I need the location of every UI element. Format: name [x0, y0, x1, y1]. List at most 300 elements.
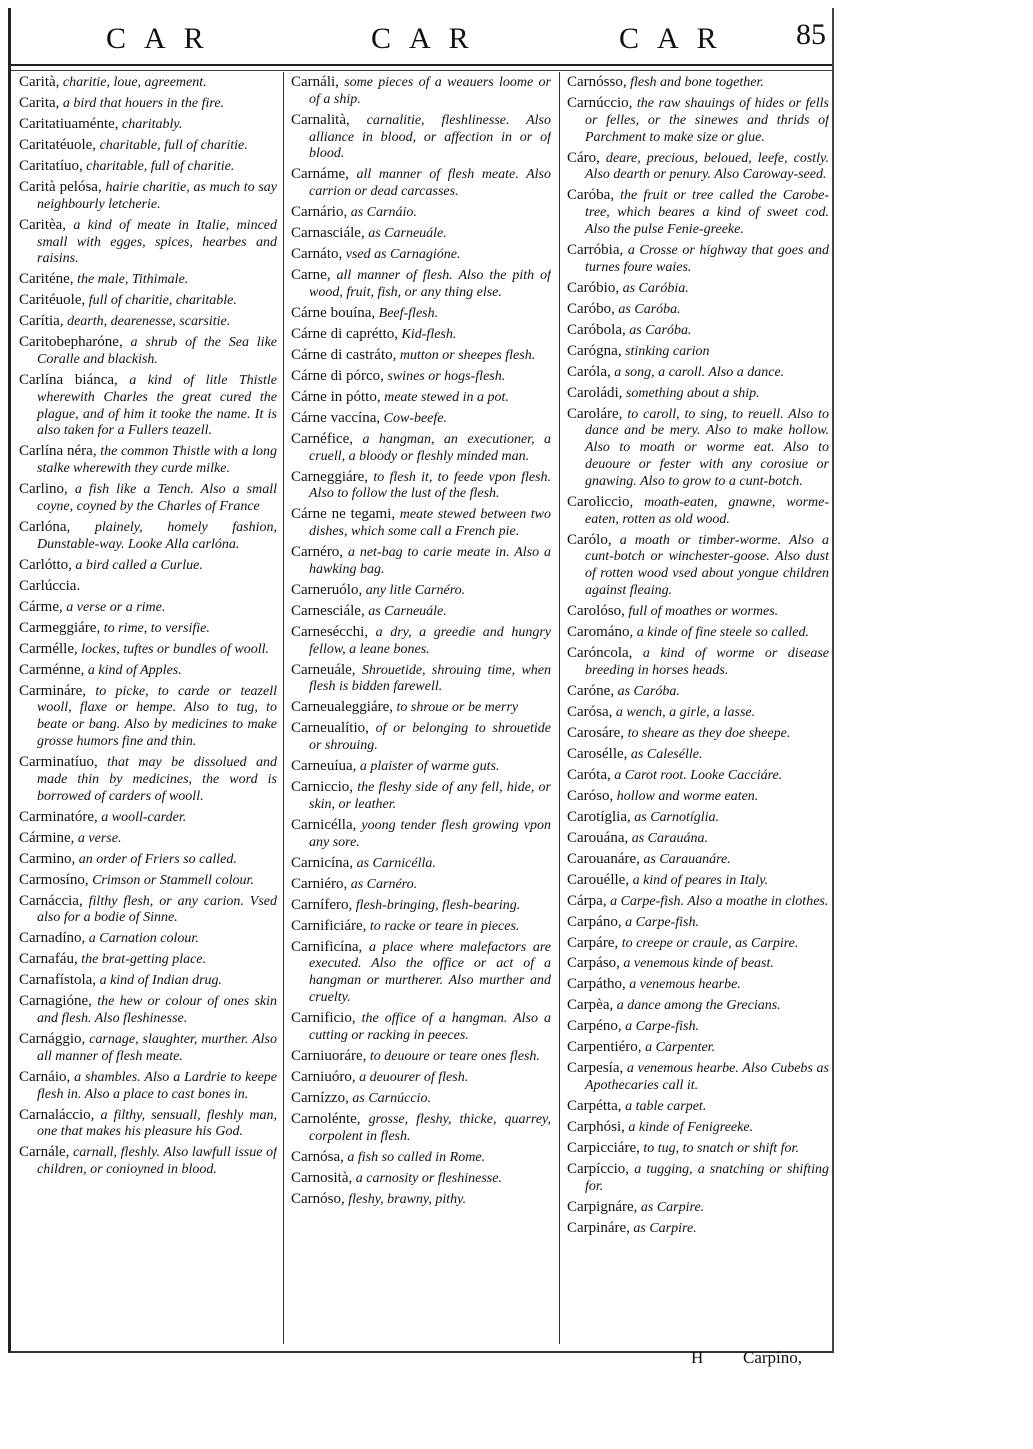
dictionary-entry	[291, 1010, 551, 1045]
dictionary-entry	[19, 754, 277, 805]
dictionary-entry	[291, 720, 551, 755]
dictionary-entry	[19, 334, 277, 369]
definition: as Carneuále.	[368, 226, 447, 242]
dictionary-entry	[291, 389, 551, 407]
dictionary-entry	[19, 313, 277, 331]
headword: Carniéro,	[291, 875, 348, 892]
definition: hairie charitie, as much to say neighbourly letcherie.	[37, 179, 277, 212]
definition: dearth, dearenesse, scarsitie.	[67, 314, 231, 330]
column-2	[291, 74, 551, 1339]
headword: Carpíccio,	[567, 1161, 630, 1178]
dictionary-entry	[291, 779, 551, 814]
headword: Carouanáre,	[567, 850, 640, 867]
headword: Carpáno,	[567, 913, 622, 930]
headword: Carnagióne,	[19, 993, 92, 1010]
headword: Cárne bouína,	[291, 304, 376, 321]
headword: Cárne vaccína,	[291, 409, 381, 426]
definition: a hangman, an executioner, a cruell, a bloody or fleshly minded man.	[309, 431, 551, 464]
headword: Carita,	[19, 94, 60, 111]
definition: all manner of flesh meate. Also carrion or dead carcasses.	[309, 167, 551, 200]
definition: a net-bag to carie meate in. Also a hawking bag.	[309, 545, 551, 577]
dictionary-entry	[567, 1060, 829, 1095]
headword: Cariténe,	[19, 271, 74, 288]
dictionary-entry	[567, 851, 829, 869]
definition: to picke, to carde or teazell wooll, flaxe or hempe. Also to tug, to beate or bang. Also by medicines to make grosse humors fine and thin.	[37, 683, 277, 750]
headword: Caroláre,	[567, 405, 623, 422]
dictionary-entry	[567, 1161, 829, 1196]
definition: a deuourer of flesh.	[359, 1069, 469, 1085]
page-number: 85	[796, 18, 826, 51]
dictionary-entry	[567, 1039, 829, 1057]
dictionary-entry	[567, 1220, 829, 1238]
definition: to flesh it, to feede vpon flesh. Also to follow the lust of the flesh.	[309, 469, 551, 502]
dictionary-entry	[291, 624, 551, 659]
dictionary-entry	[291, 112, 551, 163]
definition: a Carot root. Looke Cacciáre.	[614, 767, 783, 783]
definition: swines or hogs-flesh.	[387, 368, 506, 384]
definition: flesh and bone together.	[630, 75, 764, 90]
dictionary-entry	[19, 158, 277, 176]
headword: Carlótto,	[19, 556, 72, 573]
headword: Caróbo,	[567, 300, 615, 317]
dictionary-entry	[19, 372, 277, 440]
dictionary-entry	[19, 578, 277, 596]
headword: Caróla,	[567, 363, 611, 380]
definition: a venemous hearbe. Also Cubebs as Apothecaries call it.	[585, 1061, 829, 1094]
dictionary-entry	[567, 74, 829, 92]
definition: something about a ship.	[625, 385, 760, 401]
definition: a tugging, a snatching or shifting for.	[585, 1162, 829, 1194]
definition: a Carnation colour.	[88, 931, 199, 947]
headword: Carotíglia,	[567, 808, 631, 825]
dictionary-entry	[19, 851, 277, 869]
headword: Carosáre,	[567, 724, 625, 741]
headword: Carnesécchi,	[291, 623, 369, 640]
definition: as Caróba.	[618, 301, 681, 317]
headword: Carminatóre,	[19, 808, 98, 825]
dictionary-entry	[19, 271, 277, 289]
dictionary-entry	[567, 322, 829, 340]
dictionary-entry	[19, 993, 277, 1028]
running-head-left: CAR	[106, 22, 222, 55]
headword: Carmeggiáre,	[19, 619, 101, 636]
dictionary-entry	[567, 645, 829, 680]
headword: Carmino,	[19, 850, 76, 867]
dictionary-entry	[19, 443, 277, 478]
definition: carnalitie, fleshlinesse. Also alliance in blood, or affection in or of blood.	[309, 112, 551, 162]
definition: a verse or a rime.	[66, 599, 166, 615]
definition: all manner of flesh. Also the pith of wood, fruit, fish, or any thing else.	[309, 268, 551, 300]
definition: charitie, loue, agreement.	[62, 75, 207, 90]
headword: Carne,	[291, 267, 331, 284]
definition: Cow-beefe.	[383, 410, 447, 426]
definition: the fleshy side of any fell, hide, or skin, or leather.	[309, 780, 551, 812]
dictionary-entry	[567, 150, 829, 185]
dictionary-entry	[19, 893, 277, 928]
dictionary-entry	[291, 204, 551, 222]
dictionary-entry	[19, 1144, 277, 1179]
headword: Carneuále,	[291, 661, 356, 678]
headword: Carróbia,	[567, 241, 624, 258]
definition: a Carpenter.	[645, 1040, 716, 1056]
dictionary-entry	[291, 1048, 551, 1066]
headword: Carità,	[19, 74, 60, 90]
definition: a bird that houers in the fire.	[62, 95, 225, 111]
definition: vsed as Carnagióne.	[345, 247, 461, 263]
headword: Carománo,	[567, 623, 634, 640]
dictionary-entry	[19, 481, 277, 516]
dictionary-entry	[567, 1098, 829, 1116]
running-head-right: CAR	[619, 22, 735, 55]
definition: the brat-getting place.	[81, 952, 207, 968]
dictionary-entry	[291, 74, 551, 109]
definition: as Carnéro.	[350, 876, 418, 892]
dictionary-entry	[291, 662, 551, 697]
definition: to caroll, to sing, to reuell. Also to dance and be mery. Also to make hollow. Also to moath or worme eat. Also to deuoure or fester with any corosiue or gnawing. Also to grow to a cunt-botch.	[585, 406, 829, 489]
headword: Caritatéuole,	[19, 136, 97, 153]
dictionary-entry	[291, 1111, 551, 1146]
dictionary-entry	[291, 431, 551, 466]
definition: a kinde of Fenigreeke.	[628, 1120, 754, 1136]
definition: mutton or sheepes flesh.	[399, 347, 536, 363]
dictionary-entry	[291, 1069, 551, 1087]
headword: Carpáso,	[567, 955, 620, 972]
dictionary-entry	[567, 1018, 829, 1036]
definition: a kind of meate in Italie, minced small with egges, spices, hearbes and raisins.	[37, 217, 277, 267]
dictionary-entry	[19, 1069, 277, 1104]
signature-mark: H	[691, 1348, 704, 1367]
headword: Carolóso,	[567, 602, 625, 619]
headword: Caritobepharóne,	[19, 334, 123, 351]
dictionary-entry	[567, 1119, 829, 1137]
dictionary-entry	[291, 544, 551, 579]
definition: a fish like a Tench. Also a small coyne, coyned by the Charles of France	[37, 482, 277, 514]
dictionary-entry	[19, 179, 277, 214]
headword: Cárme,	[19, 598, 63, 615]
definition: the fruit or tree called the Carobe-tree, which beares a kind of sweet cod. Also the pulse Fenie-greeke.	[585, 188, 829, 237]
headword: Carnalità,	[291, 111, 350, 128]
dictionary-entry	[19, 972, 277, 990]
definition: charitable, full of charitie.	[86, 158, 235, 174]
dictionary-entry	[19, 599, 277, 617]
definition: full of charitie, charitable.	[88, 293, 237, 309]
definition: a Carpe-fish. Also a moathe in clothes.	[610, 893, 829, 909]
definition: as Caróba.	[629, 322, 692, 338]
definition: a dance among the Grecians.	[616, 998, 781, 1014]
headword: Carniuóro,	[291, 1068, 356, 1085]
definition: a Carpe-fish.	[625, 1019, 699, 1035]
definition: a shrub of the Sea like Coralle and blackish.	[37, 335, 277, 368]
headword: Caritèa,	[19, 216, 67, 233]
definition: grosse, fleshy, thicke, quarrey, corpolent in flesh.	[309, 1111, 551, 1144]
definition: carnage, slaughter, murther. Also all manner of flesh meate.	[37, 1032, 277, 1064]
dictionary-entry	[19, 641, 277, 659]
page-header	[11, 8, 832, 64]
headword: Carnósso,	[567, 74, 627, 90]
definition: to deuoure or teare ones flesh.	[369, 1048, 540, 1064]
definition: meate stewed in a pot.	[384, 389, 509, 405]
dictionary-entry	[567, 1140, 829, 1158]
dictionary-entry	[291, 368, 551, 386]
definition: a wooll-carder.	[101, 809, 187, 825]
headword: Carnáto,	[291, 246, 343, 263]
definition: that may be dissolued and made thin by medicines, the word is borrowed of carders of wooll.	[37, 755, 277, 804]
headword: Carminatíuo,	[19, 754, 98, 771]
dictionary-entry	[291, 267, 551, 302]
definition: Beef-flesh.	[378, 305, 439, 321]
headword: Carmélle,	[19, 640, 78, 657]
headword: Carnósa,	[291, 1148, 344, 1165]
definition: to racke or teare in pieces.	[369, 918, 520, 934]
dictionary-entry	[19, 292, 277, 310]
headword: Cárne di castráto,	[291, 346, 397, 363]
dictionary-entry	[567, 725, 829, 743]
headword: Carógna,	[567, 342, 622, 359]
dictionary-entry	[19, 519, 277, 554]
definition: a dry, a greedie and hungry fellow, a leane bones.	[309, 624, 551, 657]
dictionary-entry	[291, 1191, 551, 1209]
headword: Carmináre,	[19, 682, 87, 699]
definition: a song, a caroll. Also a dance.	[614, 364, 785, 380]
definition: meate stewed between two dishes, which some call a French pie.	[309, 507, 551, 540]
headword: Carneggiáre,	[291, 468, 369, 485]
headword: Carnicína,	[291, 854, 354, 871]
headword: Carnadíno,	[19, 930, 86, 947]
definition: Crimson or Stammell colour.	[92, 872, 254, 888]
running-head-center: CAR	[371, 22, 487, 55]
headword: Carnário,	[291, 204, 348, 221]
headword: Carneruólo,	[291, 581, 363, 598]
definition: carnall, fleshly. Also lawfull issue of children, or conioyned in blood.	[37, 1145, 277, 1178]
headword: Carniccio,	[291, 779, 354, 796]
headword: Carnicélla,	[291, 816, 357, 833]
dictionary-entry	[567, 914, 829, 932]
headword: Carosélle,	[567, 745, 628, 762]
definition: the male, Tithimale.	[77, 272, 189, 288]
definition: a kind of worme or disease breeding in horses heads.	[585, 645, 829, 678]
dictionary-entry	[291, 166, 551, 201]
definition: deare, precious, beloued, leefe, costly. Also dearth or penury. Also Caroway-seed.	[585, 150, 829, 183]
definition: a Crosse or highway that goes and turnes foure waies.	[585, 242, 829, 275]
headword: Carouélle,	[567, 871, 630, 888]
headword: Carnificio,	[291, 1010, 356, 1027]
definition: as Carpire.	[633, 1220, 697, 1236]
dictionary-entry	[567, 385, 829, 403]
definition: filthy flesh, or any carion. Vsed also for a bodie of Sinne.	[37, 893, 277, 926]
definition: the office of a hangman. Also a cutting or racking in peeces.	[309, 1011, 551, 1043]
dictionary-entry	[567, 95, 829, 146]
headword: Carólo,	[567, 531, 612, 548]
definition: as Carnotíglia.	[634, 809, 720, 825]
definition: some pieces of a weauers loome or of a ship.	[309, 75, 551, 107]
dictionary-entry	[567, 683, 829, 701]
headword: Carpicciáre,	[567, 1140, 640, 1157]
headword: Cármine,	[19, 829, 75, 846]
dictionary-entry	[291, 897, 551, 915]
headword: Cáro,	[567, 149, 600, 166]
definition: a moath or timber-worme. Also a cunt-botch or winchester-goose. Also dust of rotten wood vsed about yongue children against fleaing.	[585, 532, 829, 598]
definition: a carnosity or fleshinesse.	[355, 1170, 502, 1186]
headword: Carnáccia,	[19, 892, 83, 909]
dictionary-entry	[19, 116, 277, 134]
dictionary-entry	[567, 532, 829, 600]
definition: an order of Friers so called.	[78, 851, 237, 867]
definition: full of moathes or wormes.	[628, 603, 779, 619]
headword: Cárne di caprétto,	[291, 325, 399, 342]
definition: to sheare as they doe sheepe.	[627, 725, 791, 741]
dictionary-entry	[291, 506, 551, 541]
headword: Carnále,	[19, 1144, 70, 1161]
dictionary-entry	[567, 364, 829, 382]
dictionary-entry	[291, 582, 551, 600]
headword: Carnosità,	[291, 1169, 353, 1186]
dictionary-entry	[19, 951, 277, 969]
headword: Carpáre,	[567, 934, 619, 951]
definition: a kind of litle Thistle wherewith Charles the great cured the plague, and of him it tooke the name. It is also taken for a Fullers teazell.	[37, 373, 277, 439]
dictionary-entry	[567, 301, 829, 319]
headword: Caróta,	[567, 766, 611, 783]
dictionary-entry	[567, 704, 829, 722]
headword: Carósa,	[567, 703, 613, 720]
dictionary-entry	[19, 137, 277, 155]
definition: hollow and worme eaten.	[616, 788, 759, 804]
dictionary-entry	[19, 872, 277, 890]
definition: to tug, to snatch or shift for.	[643, 1141, 799, 1157]
dictionary-entry	[19, 95, 277, 113]
dictionary-entry	[291, 469, 551, 504]
dictionary-entry	[567, 603, 829, 621]
dictionary-entry	[567, 343, 829, 361]
definition: a kinde of fine steele so called.	[636, 624, 809, 640]
definition: charitably.	[122, 116, 183, 132]
headword: Caróba,	[567, 187, 615, 204]
definition: flesh-bringing, flesh-bearing.	[355, 897, 521, 913]
headword: Carlína néra,	[19, 443, 97, 460]
definition: yoong tender flesh growing vpon any sore.	[309, 817, 551, 850]
definition: any litle Carnéro.	[365, 582, 466, 598]
dictionary-entry	[291, 603, 551, 621]
headword: Caróso,	[567, 787, 614, 804]
definition: as Caróba.	[617, 683, 680, 699]
definition: a plaister of warme guts.	[359, 759, 500, 775]
definition: stinking carion	[625, 343, 710, 359]
definition: a table carpet.	[625, 1099, 707, 1115]
headword: Carpentiéro,	[567, 1039, 642, 1056]
definition: a shambles. Also a Lardrie to keepe flesh in. Also a place to cast bones in.	[37, 1069, 277, 1102]
headword: Carpignáre,	[567, 1198, 638, 1215]
headword: Carneualeggiáre,	[291, 699, 394, 716]
definition: a venemous hearbe.	[629, 977, 741, 993]
definition: the common Thistle with a long stalke wherewith they curde milke.	[37, 444, 277, 477]
headword: Cárne di pórco,	[291, 367, 384, 384]
dictionary-entry	[567, 935, 829, 953]
dictionary-entry	[567, 746, 829, 764]
headword: Carpesía,	[567, 1060, 624, 1077]
headword: Carnóso,	[291, 1190, 345, 1207]
dictionary-entry	[19, 930, 277, 948]
headword: Caritatíuo,	[19, 157, 83, 174]
dictionary-entry	[291, 876, 551, 894]
definition: as Calesélle.	[630, 746, 703, 762]
headword: Caróbola,	[567, 321, 626, 338]
dictionary-entry	[567, 872, 829, 890]
definition: Kid-flesh.	[401, 326, 457, 342]
headword: Carnaláccio,	[19, 1106, 95, 1123]
dictionary-entry	[19, 662, 277, 680]
dictionary-entry	[19, 809, 277, 827]
headword: Carphósi,	[567, 1119, 625, 1136]
dictionary-entry	[291, 699, 551, 717]
dictionary-entry	[567, 830, 829, 848]
definition: as Caróbia.	[622, 280, 689, 296]
definition: as Carpire.	[640, 1199, 705, 1215]
headword: Carpináre,	[567, 1219, 630, 1236]
headword: Carlóna,	[19, 518, 71, 535]
headword: Carneualítio,	[291, 720, 369, 737]
headword: Carnúccio,	[567, 94, 633, 111]
definition: lockes, tuftes or bundles of wooll.	[81, 641, 270, 657]
definition: as Carauána.	[631, 830, 708, 846]
definition: a fish so called in Rome.	[347, 1149, 486, 1165]
dictionary-entry	[19, 74, 277, 92]
dictionary-entry	[19, 620, 277, 638]
headword: Caroládi,	[567, 384, 623, 401]
headword: Carmosíno,	[19, 871, 89, 888]
dictionary-entry	[567, 280, 829, 298]
definition: a verse.	[77, 830, 122, 846]
definition: a bird called a Curlue.	[75, 557, 203, 573]
headword: Carnífero,	[291, 896, 353, 913]
dictionary-entry	[291, 1090, 551, 1108]
definition: a Carpe-fish.	[625, 914, 699, 930]
dictionary-entry	[291, 305, 551, 323]
dictionary-entry	[291, 347, 551, 365]
headword: Cárpa,	[567, 892, 607, 909]
dictionary-entry	[567, 976, 829, 994]
headword: Carouána,	[567, 829, 629, 846]
headword: Caróne,	[567, 682, 615, 699]
dictionary-entry	[567, 788, 829, 806]
definition: a kind of Apples.	[87, 662, 182, 678]
headword: Carpétta,	[567, 1098, 622, 1115]
definition: to rime, to versifie.	[103, 620, 210, 636]
column-divider-2	[559, 72, 560, 1344]
headword: Cárne in pótto,	[291, 388, 381, 405]
definition: the raw shauings of hides or fells or felles, or the sinewes and thrids of Parchment to make size or glue.	[585, 95, 829, 145]
headword: Carnolénte,	[291, 1110, 361, 1127]
definition: a filthy, sensuall, fleshly man, one that makes his pleasure his God.	[37, 1107, 277, 1140]
headword: Cárne ne tegami,	[291, 506, 396, 523]
dictionary-entry	[567, 494, 829, 529]
dictionary-entry	[19, 1107, 277, 1142]
headword: Carità pelósa,	[19, 178, 102, 195]
dictionary-entry	[291, 225, 551, 243]
dictionary-entry	[19, 217, 277, 268]
dictionary-entry	[567, 767, 829, 785]
headword: Carnággio,	[19, 1031, 86, 1048]
definition: a kind of Indian drug.	[99, 973, 223, 989]
dictionary-entry	[19, 830, 277, 848]
headword: Carnificiáre,	[291, 917, 367, 934]
definition: plainely, homely fashion, Dunstable-way. Looke Alla carlóna.	[37, 519, 277, 552]
headword: Carlino,	[19, 481, 68, 498]
definition: the hew or colour of ones skin and flesh. Also fleshinesse.	[37, 994, 277, 1027]
dictionary-entry	[19, 557, 277, 575]
dictionary-entry	[291, 410, 551, 428]
definition: moath-eaten, gnawne, worme-eaten, rotten as old wood.	[585, 494, 829, 527]
definition: as Carnicélla.	[356, 855, 436, 871]
headword: Carménne,	[19, 661, 85, 678]
